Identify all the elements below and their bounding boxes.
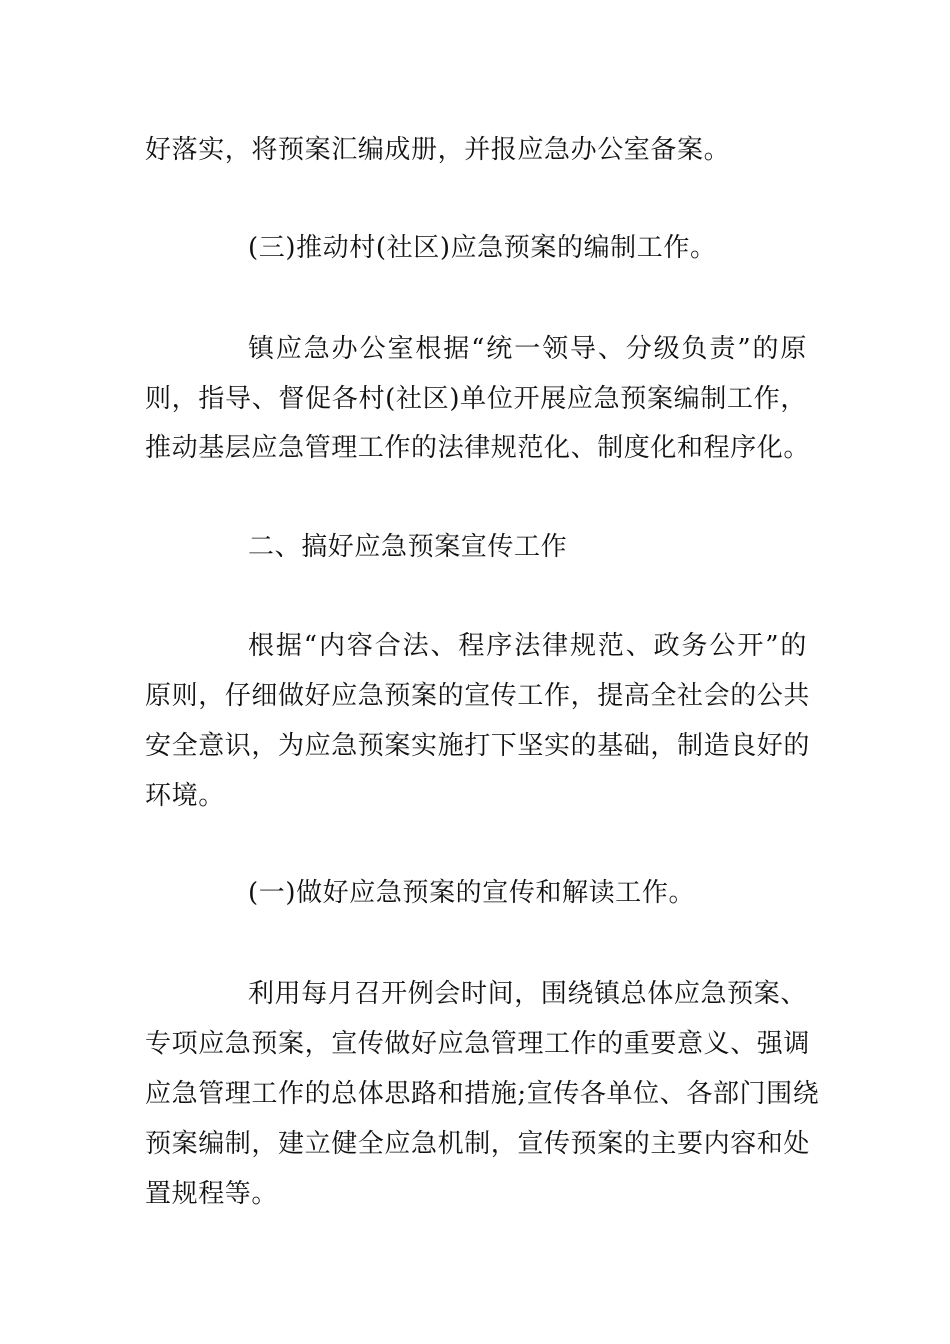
paragraph-line: 预案编制，建立健全应急机制，宣传预案的主要内容和处 xyxy=(145,1129,811,1159)
paragraph-line: 根据“内容合法、程序法律规范、政务公开”的 xyxy=(248,631,807,661)
paragraph-line: 镇应急办公室根据“统一领导、分级负责”的原 xyxy=(248,334,807,364)
paragraph-line: 应急管理工作的总体思路和措施;宣传各单位、各部门围绕 xyxy=(145,1079,820,1109)
paragraph-line: 则，指导、督促各村(社区)单位开展应急预案编制工作， xyxy=(145,384,807,414)
paragraph-line: 专项应急预案，宣传做好应急管理工作的重要意义、强调 xyxy=(145,1029,811,1059)
paragraph-line: 好落实，将预案汇编成册，并报应急办公室备案。 xyxy=(145,135,731,165)
subsection-heading: (三)推动村(社区)应急预案的编制工作。 xyxy=(248,233,717,263)
paragraph-line: 置规程等。 xyxy=(145,1179,279,1209)
subsection-heading: (一)做好应急预案的宣传和解读工作。 xyxy=(248,878,696,908)
paragraph-line: 推动基层应急管理工作的法律规范化、制度化和程序化。 xyxy=(145,433,811,463)
paragraph-line: 环境。 xyxy=(145,781,225,811)
paragraph-line: 安全意识，为应急预案实施打下坚实的基础，制造良好的 xyxy=(145,731,811,761)
paragraph-line: 利用每月召开例会时间，围绕镇总体应急预案、 xyxy=(248,979,807,1009)
section-heading: 二、搞好应急预案宣传工作 xyxy=(248,532,568,562)
paragraph-line: 原则，仔细做好应急预案的宣传工作，提高全社会的公共 xyxy=(145,681,811,711)
